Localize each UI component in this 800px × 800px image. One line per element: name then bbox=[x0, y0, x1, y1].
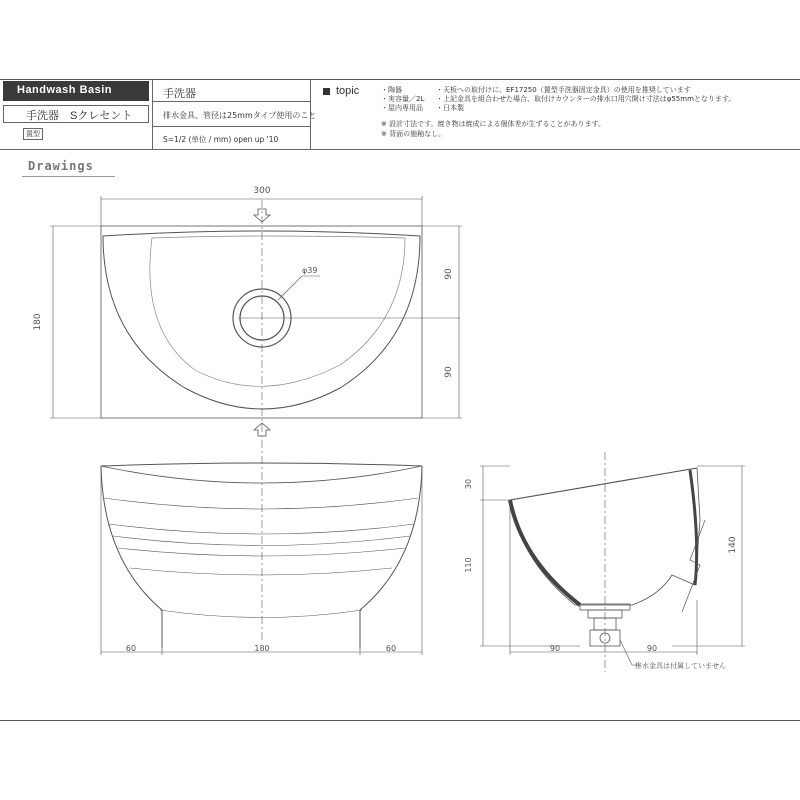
caution-note: ※ 設計寸法です。焼き物は焼成による個体差が生ずることがあります。 bbox=[381, 120, 605, 128]
side-right-label: 90 bbox=[646, 644, 658, 653]
plan-lower-label: 90 bbox=[444, 366, 454, 378]
front-foot-line bbox=[160, 610, 362, 618]
side-left-label: 90 bbox=[549, 644, 561, 653]
side-height-label: 140 bbox=[728, 536, 738, 554]
front-rim-inner bbox=[101, 466, 422, 483]
front-groove-line bbox=[130, 568, 392, 575]
plan-upper-label: 90 bbox=[444, 268, 454, 280]
front-body-left bbox=[101, 466, 162, 648]
front-groove-line bbox=[104, 498, 418, 509]
break-line bbox=[682, 520, 705, 612]
drain-pipe-note: 排水金具、管径は25mmタイプ使用のこと bbox=[163, 111, 317, 120]
front-right-label: 60 bbox=[385, 644, 397, 653]
front-left-label: 60 bbox=[125, 644, 137, 653]
section-title: Drawings bbox=[28, 159, 94, 173]
plan-basin-outer bbox=[103, 231, 420, 409]
plan-hole-label: φ39 bbox=[302, 266, 318, 275]
side-lower-label: 110 bbox=[464, 557, 473, 573]
spec-value: ・日本製 bbox=[436, 104, 464, 112]
side-wall-section bbox=[510, 500, 580, 605]
plan-basin-inner bbox=[150, 236, 405, 386]
caution-note: ※ 背面の施釉なし。 bbox=[381, 130, 446, 138]
front-rim-top bbox=[101, 463, 422, 466]
front-groove-line bbox=[118, 548, 405, 556]
spec-key: ・実容量／2L bbox=[381, 95, 425, 103]
scale-note: S=1/2 (単位 / mm) open up '10 bbox=[163, 135, 279, 144]
front-groove-line bbox=[109, 524, 414, 534]
topic-label: topic bbox=[336, 85, 360, 97]
leader-line bbox=[278, 276, 302, 300]
plan-height-label: 180 bbox=[33, 313, 43, 331]
spec-value: ・上記金具を組合わせた場合、取付けカウンターの排水口用穴開け寸法はφ55mmとなります。 bbox=[436, 95, 736, 103]
product-name: 手洗器 Sクレセント bbox=[3, 105, 149, 123]
plan-width-label: 300 bbox=[253, 186, 271, 196]
spec-key: ・陶器 bbox=[381, 86, 402, 94]
side-wall-section bbox=[690, 470, 697, 585]
leader-line bbox=[620, 640, 632, 665]
plan-outline bbox=[101, 226, 422, 418]
spec-value: ・天板への取付けに、EF17250（置型手洗器固定金具）の使用を推奨しています bbox=[436, 86, 691, 94]
side-view-area bbox=[505, 466, 743, 648]
front-center-label: 180 bbox=[254, 644, 270, 653]
sheet-title: Handwash Basin bbox=[3, 81, 149, 101]
side-drain-note: 排水金具は付属していません bbox=[635, 662, 726, 670]
category-label: 手洗器 bbox=[163, 88, 196, 100]
side-rim-line bbox=[510, 468, 697, 500]
front-groove-line bbox=[113, 536, 410, 546]
type-badge: 置型 bbox=[23, 128, 43, 140]
front-body-right bbox=[360, 466, 422, 648]
spec-key: ・屋内専用品 bbox=[381, 104, 423, 112]
side-top-label: 30 bbox=[464, 478, 473, 490]
front-view-area bbox=[101, 466, 422, 648]
